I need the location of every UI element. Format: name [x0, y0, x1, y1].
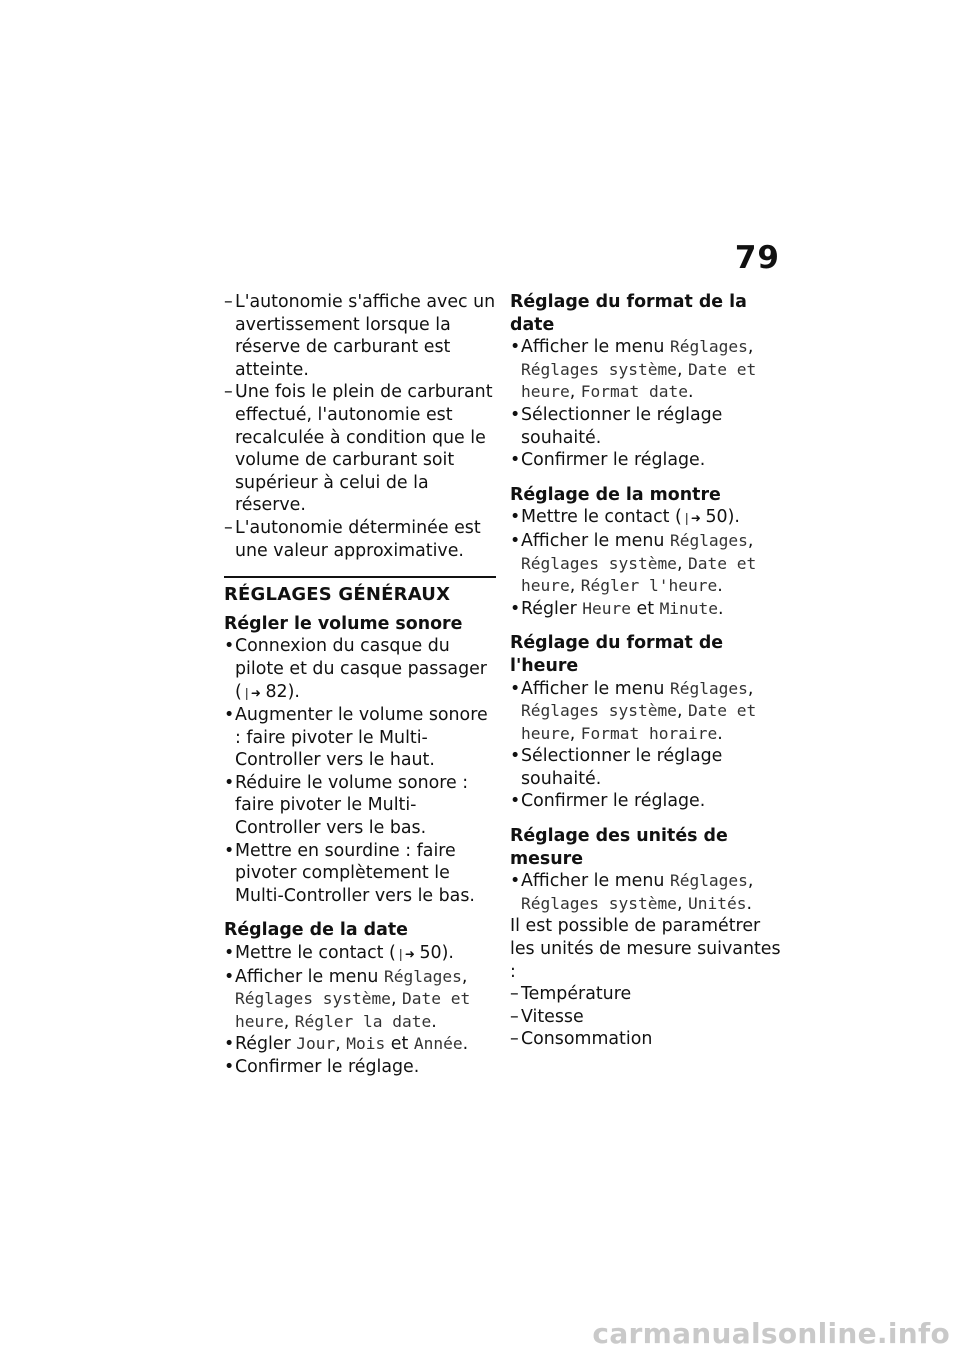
- menu-path: Réglages: [669, 530, 748, 550]
- heading-date-format: Réglage du format de la date: [510, 292, 747, 335]
- heading-volume: Régler le volume sonore: [224, 613, 463, 634]
- arrow-reference-icon: ❘➜: [681, 511, 700, 526]
- menu-path: Date et heure: [521, 359, 757, 402]
- menu-path: Réglages système: [521, 893, 677, 913]
- list-item: • Régler Jour, Mois et Année.: [224, 1033, 496, 1056]
- menu-path: Réglages système: [235, 989, 391, 1009]
- list-item: • Afficher le menu Réglages, Réglages système, Date et heure, Régler la date.: [224, 966, 496, 1034]
- menu-path: Réglages: [383, 966, 462, 986]
- menu-path: Date et heure: [521, 701, 757, 743]
- menu-path: Date et heure: [235, 989, 471, 1031]
- list-item: • Mettre le contact (❘➜ 50).: [510, 506, 782, 530]
- list-item: • Réduire le volume sonore : faire pivoter le Multi-Controller vers le bas.: [224, 772, 496, 840]
- list-item: • Régler Heure et Minute.: [510, 598, 782, 621]
- menu-path: Régler la date: [294, 1011, 432, 1031]
- section-title: RÉGLAGES GÉNÉRAUX: [224, 584, 451, 606]
- menu-path: Année: [413, 1034, 463, 1054]
- arrow-reference-icon: ❘➜: [241, 685, 260, 700]
- menu-path: Jour: [296, 1034, 336, 1054]
- list-item: • Confirmer le réglage.: [224, 1056, 496, 1079]
- list-item: • Augmenter le volume sonore : faire pivoter le Multi-Controller vers le haut.: [224, 704, 496, 772]
- menu-path: Réglages système: [521, 701, 677, 721]
- list-item: – Consommation: [510, 1028, 782, 1051]
- list-item: – L'autonomie s'affiche avec un avertissement lorsque la réserve de carburant est atteinte.: [224, 291, 496, 381]
- right-column: [510, 291, 782, 1051]
- menu-path: Réglages: [669, 337, 748, 357]
- menu-path: Format horaire: [580, 723, 718, 743]
- section-divider: [224, 576, 496, 635]
- list-item: • Sélectionner le réglage souhaité.: [510, 745, 782, 790]
- list-item: • Confirmer le réglage.: [510, 449, 782, 472]
- list-item: • Confirmer le réglage.: [510, 790, 782, 813]
- heading-date: Réglage de la date: [224, 920, 408, 941]
- list-item: • Afficher le menu Réglages, Réglages système, Unités.: [510, 870, 782, 915]
- list-item: • Afficher le menu Réglages, Réglages système, Date et heure, Format date.: [510, 336, 782, 404]
- list-item: • Afficher le menu Réglages, Réglages système, Date et heure, Régler l'heure.: [510, 530, 782, 598]
- menu-path: Régler l'heure: [580, 576, 718, 596]
- list-item: – Une fois le plein de carburant effectué, l'autonomie est recalculée à condition que le volume de carburant soit supérieur à celui de la réserve.: [224, 381, 496, 517]
- list-item: • Connexion du casque du pilote et du casque passager (❘➜ 82).: [224, 635, 496, 704]
- list-item: – Température: [510, 983, 782, 1006]
- arrow-reference-icon: ❘➜: [395, 947, 414, 962]
- left-column: [224, 291, 496, 1079]
- menu-path: Minute: [659, 598, 719, 618]
- list-item: • Afficher le menu Réglages, Réglages système, Date et heure, Format horaire.: [510, 678, 782, 746]
- menu-path: Réglages: [669, 871, 748, 891]
- list-item: • Mettre le contact (❘➜ 50).: [224, 942, 496, 966]
- menu-path: Date et heure: [521, 553, 757, 596]
- list-item: • Sélectionner le réglage souhaité.: [510, 404, 782, 449]
- watermark: carmanualsonline.info: [592, 1317, 950, 1350]
- menu-path: Format date: [580, 382, 688, 402]
- menu-path: Réglages: [669, 678, 748, 698]
- paragraph: Il est possible de paramétrer les unités de mesure suivantes :: [510, 916, 781, 982]
- list-item: – Vitesse: [510, 1006, 782, 1029]
- menu-path: Mois: [346, 1034, 386, 1054]
- page-number: 79: [734, 240, 780, 276]
- menu-path: Unités: [688, 893, 747, 913]
- menu-path: Réglages système: [521, 553, 677, 573]
- list-item: • Mettre en sourdine : faire pivoter complètement le Multi-Controller vers le bas.: [224, 840, 496, 908]
- heading-units: Réglage des unités de mesure: [510, 826, 728, 869]
- menu-path: Heure: [582, 598, 631, 618]
- heading-clock: Réglage de la montre: [510, 484, 721, 505]
- list-item: – L'autonomie déterminée est une valeur approximative.: [224, 517, 496, 562]
- heading-time-format: Réglage du format de l'heure: [510, 633, 724, 676]
- menu-path: Réglages système: [521, 359, 677, 379]
